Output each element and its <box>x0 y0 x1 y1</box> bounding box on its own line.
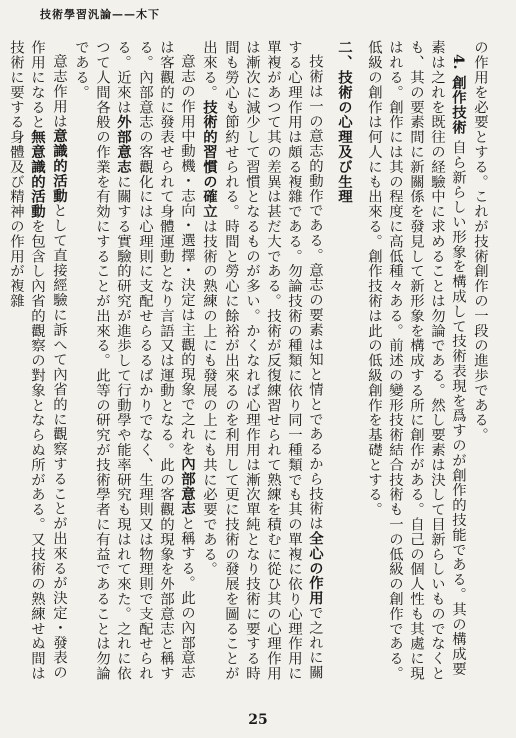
running-header: 技術學習汎論——木下 <box>40 8 160 21</box>
p2-emphasis-inner-will: 內部意志 <box>179 456 196 517</box>
vertical-text-body <box>8 40 490 688</box>
section-heading-psychology: 二、技術の心理及び生理 <box>336 40 353 204</box>
p1-part-e: は技術の熟練の上にも發展の上にも共に必要である。 <box>201 218 217 577</box>
p3-part-c: として直接經驗に訴へて內省的に觀察することが出來るが決定・發表の作用になると <box>29 40 67 681</box>
paragraph-2 <box>70 40 198 688</box>
p3-part-a: 意志作用は <box>51 54 67 129</box>
p2-part-c: と稱する。此の內部意志は客觀的に發表せられて身體運動となり言語又は運動となる。此の客觀的現象を外部意志と稱する。內部意志の客觀化には心理則に支配せらるるばかりでなく、生理則又は物理則で支配せられる。近來は <box>115 40 195 681</box>
p2-part-e: に關する實驗的研究が進歩して行動學や能率研究も現はれて來た。之れに依つて人間各般の作業を有効にすることが出來る。此等の研究が技術學者に有益であることは勿論である。 <box>73 40 131 681</box>
p1-part-c: で之れに關する心理作用は頗る複雜である。勿論技術の種類に依り同一種類でも其の單複に依り心理作用に單複があつて其の差異は甚だ大である。技術が反復練習せられて熟練を積むに從ひ其の心理作用は漸次に減少して習慣となるものが多い。かくなれば心理作用は漸次單純となり技術に要する時間も勞心も節約せられる。時間と勞心に餘裕が出來るのを利用して更に技術の發展を圖ることが出來る。 <box>201 40 323 681</box>
p2-emphasis-outer-will: 外部意志 <box>115 114 132 175</box>
paragraph-3 <box>5 40 70 688</box>
p3-emphasis-conscious: 意識的活動 <box>51 128 68 204</box>
p3-emphasis-unconscious: 無意識的活動 <box>29 129 46 219</box>
p1-emphasis-whole-mind: 全心の作用 <box>307 531 324 606</box>
section-4-body: 自ら新らしい形象を構成して技術表現を爲すのが創作的技能である。其の構成要素は之れを既往の経驗中に求めることは勿論である。然し要素は決して目新らしいものでなくとも、其の要素間に新關係を發見して新形象を構成する所に創作がある。自己の個人性も其處に現はれる。創作には其の程度に高低種々ある。前述の變形技術結合技術も一の低級の創作である。低級の創作は何人にも出來る。創作技術は此の低級創作を基礎とする。 <box>366 40 466 681</box>
p1-part-a: 技術は一の意志的動作である。意志の要素は知と情とであるから技術は <box>307 54 323 532</box>
section-4-number: 4. <box>450 54 467 71</box>
p2-part-a: 意志の作用中動機・志向・選擇・決定は主觀的現象で之れを <box>179 54 195 457</box>
p1-emphasis-habit: 技術的習慣の確立 <box>201 99 218 219</box>
section-4-title: 創作技術 <box>450 75 467 136</box>
paragraph-1 <box>198 40 326 688</box>
section-4 <box>363 40 469 688</box>
p3-part-e: を包含し內省的觀察の對象とならぬ所がある。又技術の熟練せぬ間は技術に要する身體及び精神の作用が複雜 <box>8 40 45 681</box>
paragraph-intro: の作用を必要とする。これが技術創作の一段の進歩である。 <box>472 40 488 443</box>
page-number: 25 <box>248 712 268 728</box>
